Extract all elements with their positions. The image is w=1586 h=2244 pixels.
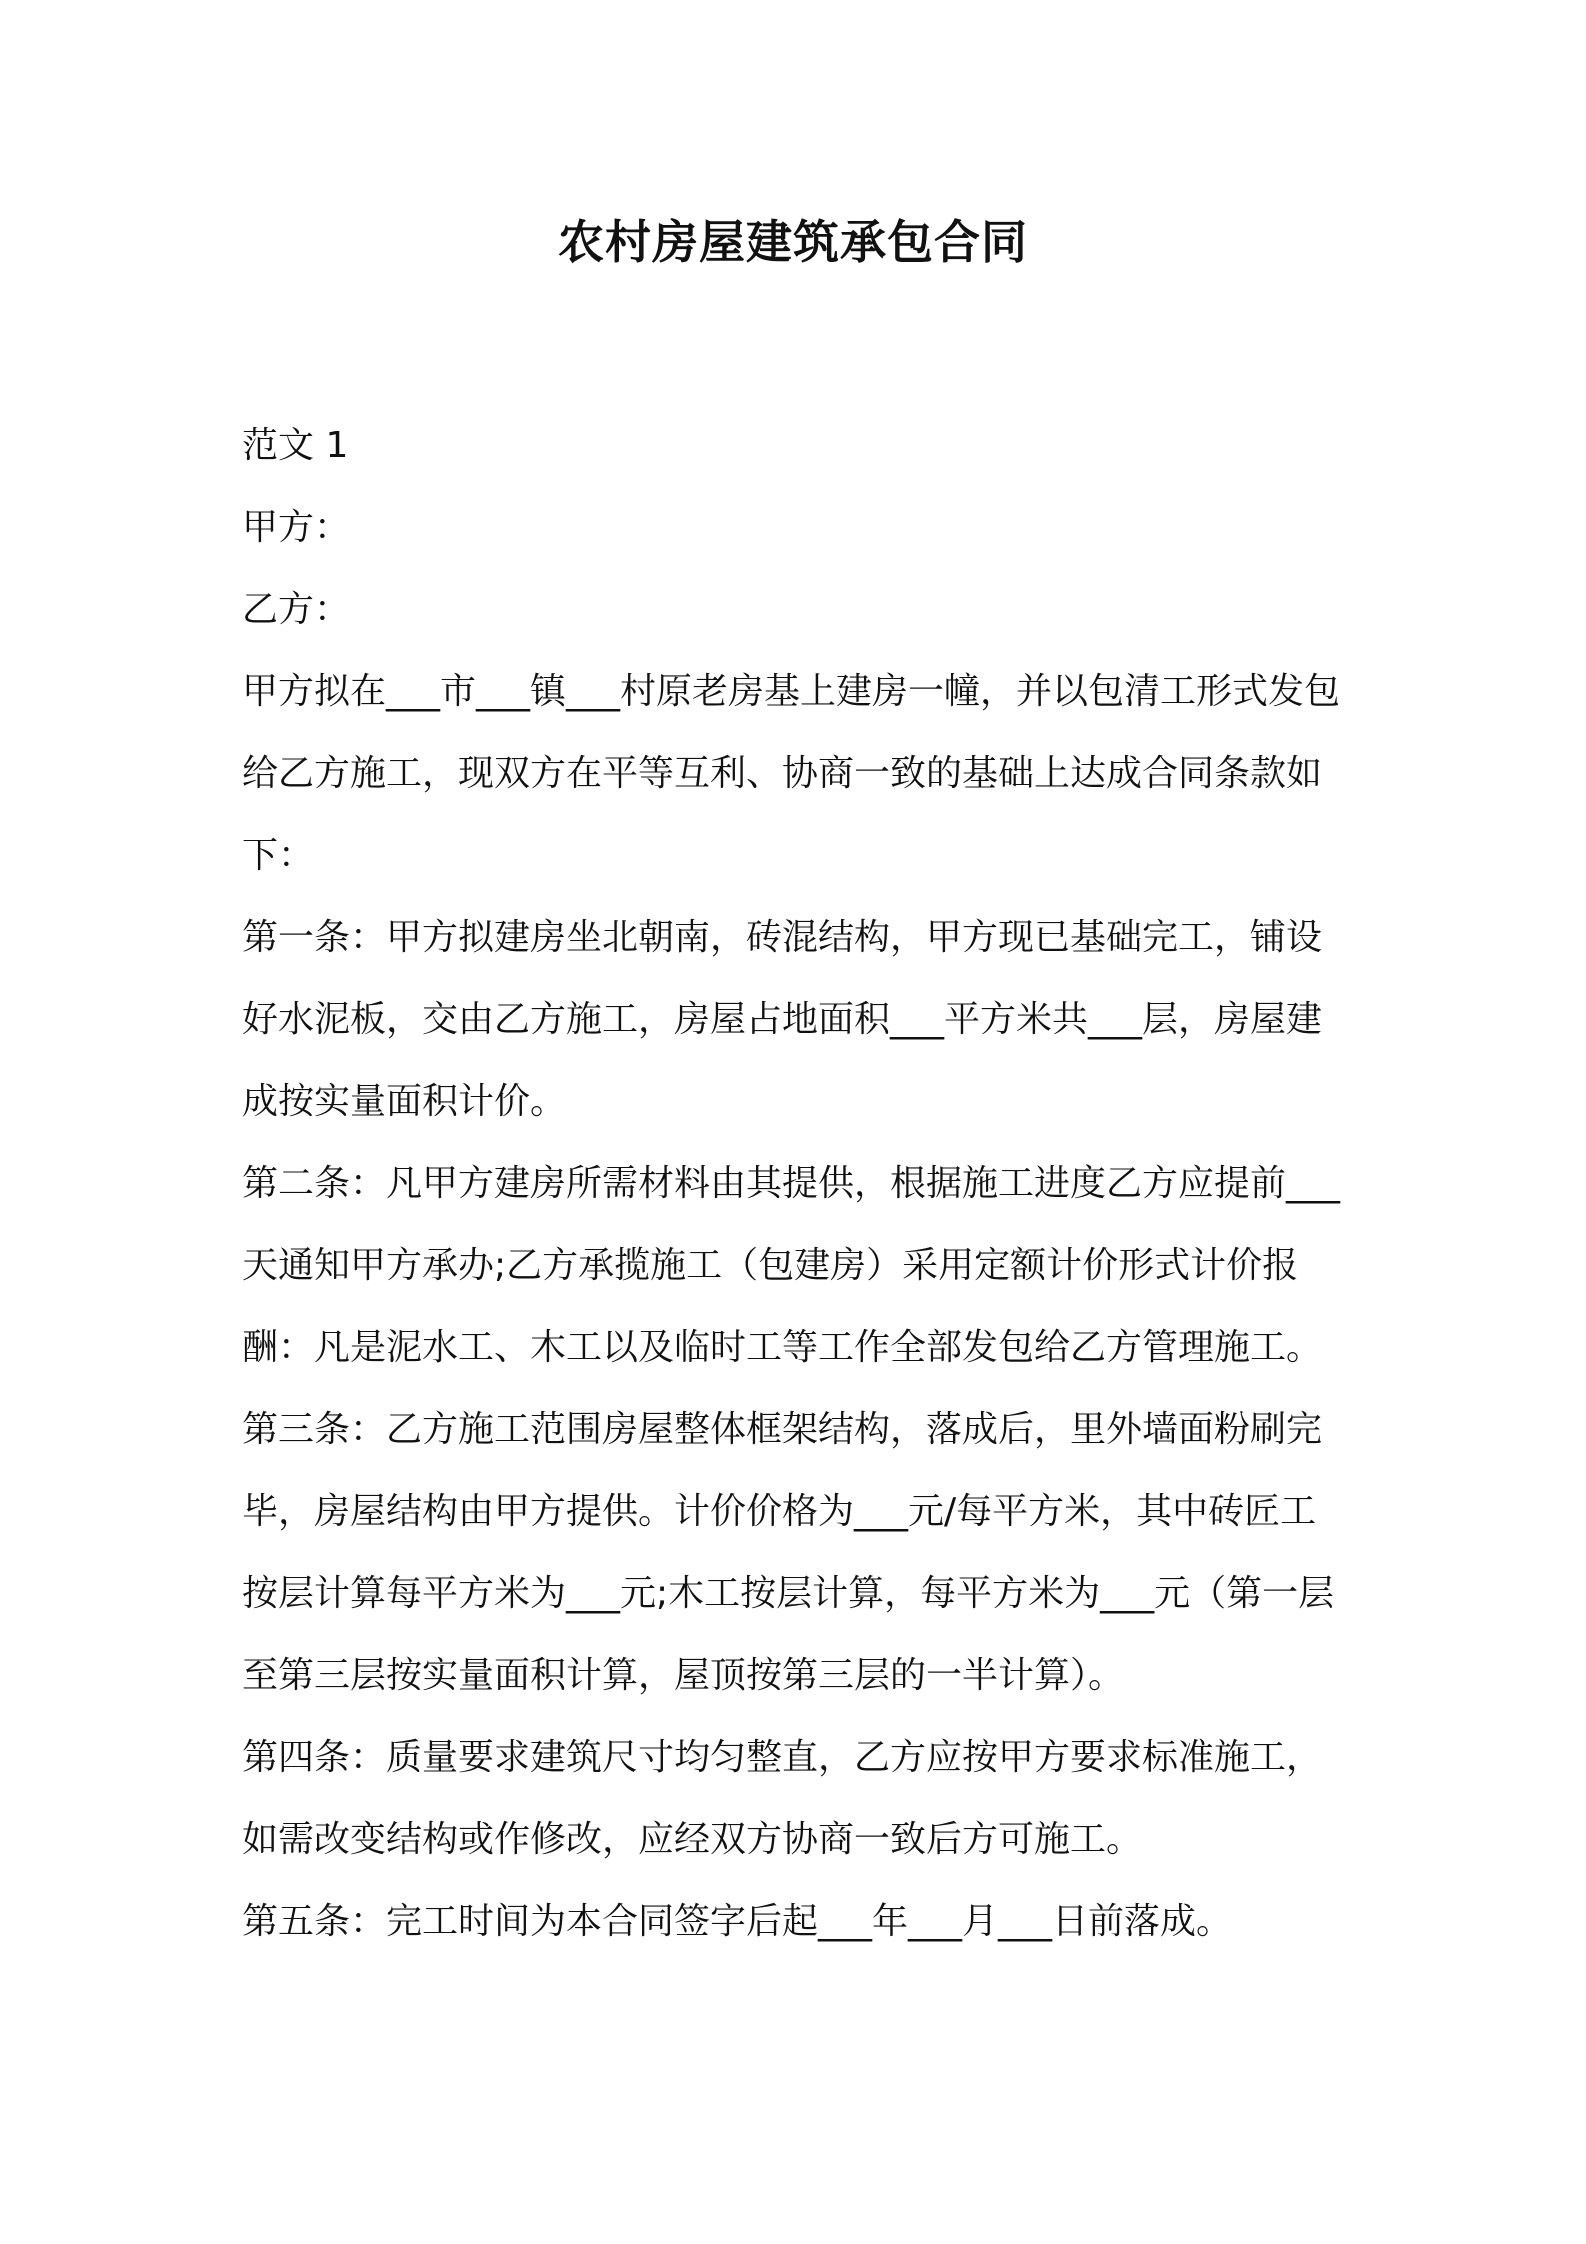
paragraph-article-3: 第三条：乙方施工范围房屋整体框架结构，落成后，里外墙面粉刷完毕，房屋结构由甲方提供。计价价格为___元/每平方米，其中砖匠工按层计算每平方米为___元;木工按层计算，每平方米为___元（第一层至第三层按实量面积计算，屋顶按第三层的一半计算）。	[242, 1409, 1335, 1696]
paragraph-sample-label: 范文 1	[242, 425, 349, 466]
paragraph-article-1: 第一条：甲方拟建房坐北朝南，砖混结构，甲方现已基础完工，铺设好水泥板，交由乙方施工，房屋占地面积___平方米共___层，房屋建成按实量面积计价。	[242, 917, 1323, 1122]
paragraph-article-2: 第二条：凡甲方建房所需材料由其提供，根据施工进度乙方应提前___天通知甲方承办;乙方承揽施工（包建房）采用定额计价形式计价报酬：凡是泥水工、木工以及临时工等工作全部发包给乙方管理施工。	[242, 1163, 1341, 1368]
paragraph-party-b: 乙方：	[242, 589, 351, 630]
paragraph-party-a: 甲方：	[242, 507, 351, 548]
paragraph-preamble: 甲方拟在___市___镇___村原老房基上建房一幢，并以包清工形式发包给乙方施工，现双方在平等互利、协商一致的基础上达成合同条款如下：	[242, 671, 1341, 876]
document-body	[242, 405, 1352, 1963]
document-title: 农村房屋建筑承包合同	[558, 215, 1028, 269]
paragraph-article-5: 第五条：完工时间为本合同签字后起___年___月___日前落成。	[242, 1901, 1233, 1942]
paragraph-article-4: 第四条：质量要求建筑尺寸均匀整直，乙方应按甲方要求标准施工，如需改变结构或作修改，应经双方协商一致后方可施工。	[242, 1737, 1323, 1860]
